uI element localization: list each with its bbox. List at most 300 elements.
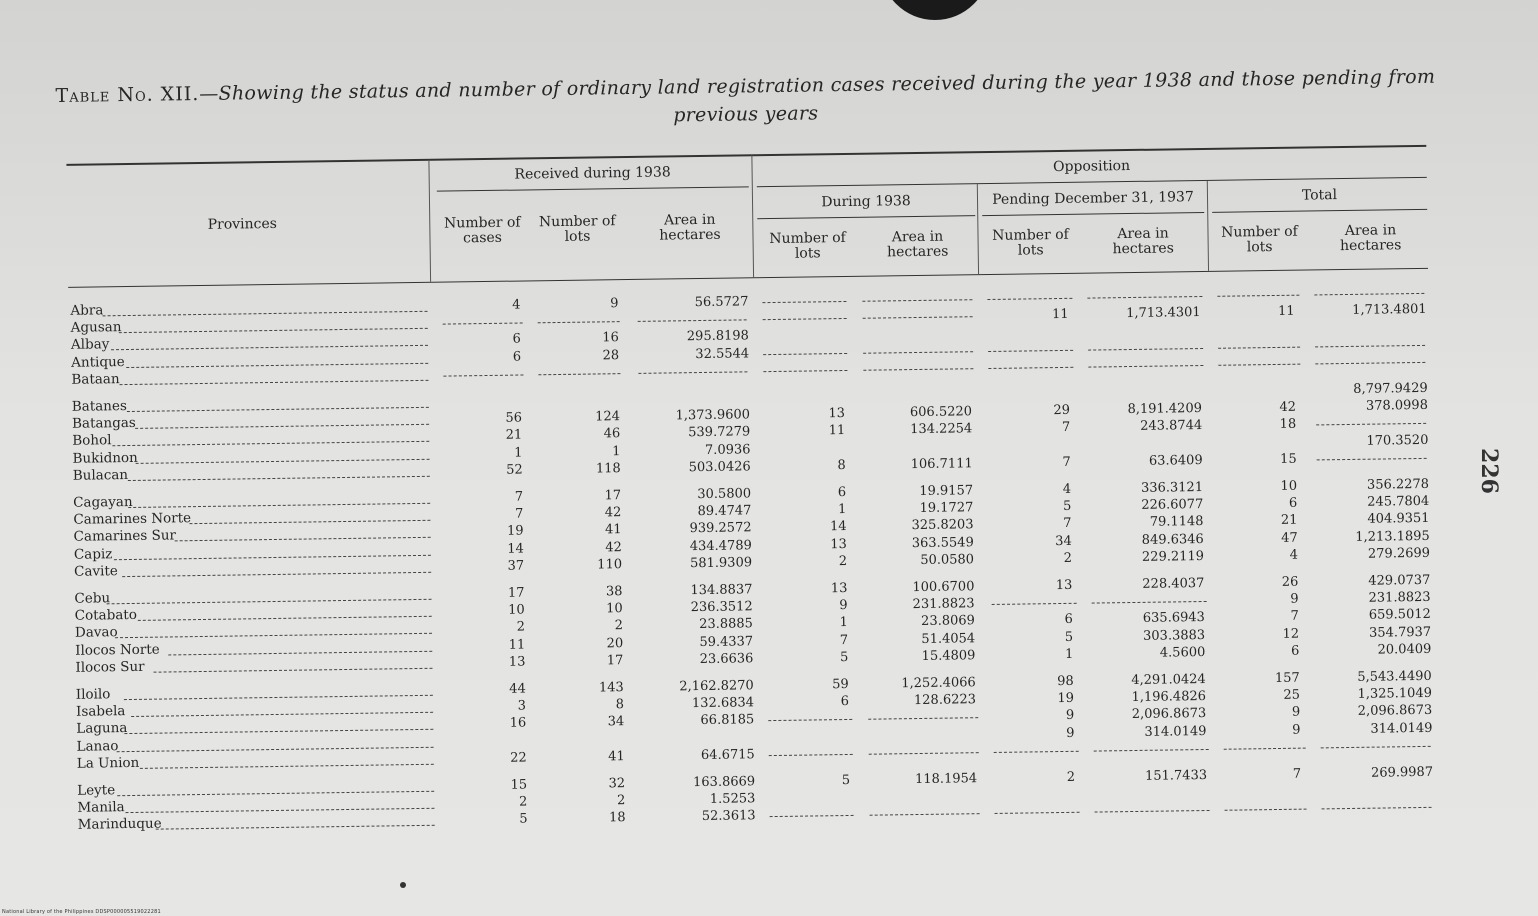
empty-cell-dash	[1095, 810, 1210, 813]
cell-total-area: 5,543.4490	[1357, 668, 1432, 685]
empty-cell-dash	[995, 812, 1080, 814]
cell-during-area: 128.6223	[913, 692, 977, 709]
cell-num-cases: 13	[508, 654, 526, 670]
cell-area: 134.8837	[690, 582, 753, 599]
empty-cell-dash	[763, 318, 847, 320]
province-name: Batangas	[71, 415, 136, 432]
cell-total-lots: 12	[1282, 626, 1300, 642]
cell-pending-lots: 29	[1053, 403, 1071, 419]
empty-cell-dash	[763, 370, 847, 372]
cell-num-cases: 44	[509, 681, 526, 697]
cell-total-lots: 6	[1290, 643, 1300, 659]
cell-total-area: 378.0998	[1365, 398, 1429, 414]
header-provinces: Provinces	[207, 215, 278, 233]
cell-area: 7.0936	[704, 441, 751, 458]
empty-cell-dash	[770, 815, 854, 817]
cell-during-lots: 59	[832, 676, 849, 693]
cell-during-area: 118.1954	[914, 771, 978, 788]
cell-pending-area: 63.6409	[1148, 452, 1203, 469]
province-name: Davao	[74, 624, 118, 642]
cell-total-lots: 10	[1280, 478, 1298, 494]
cell-during-lots: 14	[829, 519, 847, 535]
cell-during-lots: 13	[830, 536, 847, 552]
cell-pending-lots: 6	[1064, 612, 1073, 628]
cell-area: 434.4789	[689, 537, 752, 554]
leader-dots	[119, 380, 428, 385]
cell-num-lots: 17	[604, 488, 622, 504]
empty-cell-dash	[443, 374, 523, 376]
empty-cell-dash	[1321, 746, 1431, 749]
cell-num-lots: 9	[610, 296, 619, 312]
province-name: Bataan	[71, 370, 120, 388]
province-name: Isabela	[75, 703, 126, 720]
cell-during-lots: 5	[841, 772, 851, 789]
province-name: Cagayan	[73, 493, 133, 511]
header-bottom-rule	[68, 268, 1428, 288]
header-pending-lots: Number of lots	[992, 226, 1069, 259]
empty-cell-dash	[987, 298, 1072, 300]
cell-num-cases: 19	[506, 523, 524, 540]
empty-cell-dash	[1094, 749, 1209, 752]
cell-num-lots: 2	[616, 793, 626, 809]
province-name: Marinduque	[77, 815, 162, 834]
vline-4	[1207, 181, 1209, 271]
empty-cell-dash	[1218, 363, 1300, 365]
cell-area: 1.5253	[709, 791, 756, 808]
empty-cell-dash	[869, 752, 979, 755]
cell-pending-area: 635.6943	[1142, 610, 1205, 627]
header-received: Received during 1938	[514, 164, 671, 183]
empty-cell-dash	[992, 603, 1077, 605]
cell-area: 2,162.8270	[679, 678, 754, 695]
cell-num-cases: 17	[507, 585, 525, 601]
header-num-cases: Number of cases	[443, 214, 521, 247]
leader-dots	[117, 746, 434, 751]
cell-pending-lots: 11	[1051, 307, 1069, 323]
cell-area: 30.5800	[697, 486, 752, 503]
leader-dots	[125, 808, 434, 813]
province-name: Camarines Sur	[73, 527, 177, 546]
cell-during-area: 23.8069	[921, 613, 976, 630]
cell-area: 32.5544	[695, 345, 750, 362]
cell-area: 163.8669	[692, 774, 756, 791]
cell-num-lots: 16	[602, 330, 620, 346]
leader-dots	[115, 633, 432, 638]
province-name: Bulacan	[72, 466, 129, 484]
cell-area: 52.3613	[701, 808, 756, 825]
empty-cell-dash	[862, 299, 972, 302]
cell-num-cases: 4	[512, 297, 521, 313]
empty-cell-dash	[863, 351, 973, 354]
cell-pending-area: 226.6077	[1141, 497, 1204, 514]
cell-area: 23.6636	[699, 651, 754, 667]
cell-num-cases: 37	[507, 558, 525, 574]
cell-num-lots: 1	[612, 443, 621, 459]
cell-during-lots: 13	[830, 580, 848, 597]
cell-num-cases: 16	[509, 715, 527, 732]
empty-cell-dash	[538, 321, 620, 323]
cell-total-area: 231.8823	[1368, 590, 1431, 606]
cell-total-lots: 11	[1277, 303, 1295, 320]
province-name: Leyte	[77, 782, 116, 799]
cell-pending-area: 2,096.8673	[1131, 706, 1207, 723]
cell-pending-lots: 7	[1062, 454, 1071, 470]
cell-num-cases: 1	[514, 445, 523, 461]
table-caption: —Showing the status and number of ordinary land registration cases received during the year 1938 and those pending from previous years	[199, 65, 1436, 127]
library-stamp: National Library of the Philippines DDSP000005519022281	[2, 909, 161, 915]
header-num-lots: Number of lots	[538, 213, 616, 245]
cell-pending-lots: 5	[1064, 629, 1074, 645]
cell-pending-area: 1,196.4826	[1131, 689, 1207, 706]
cell-during-lots: 9	[839, 598, 848, 614]
empty-cell-dash	[638, 371, 747, 374]
cell-num-lots: 10	[606, 601, 623, 617]
cell-total-area: 269.9987	[1370, 764, 1434, 781]
province-name: Laguna	[76, 720, 128, 738]
province-name: La Union	[76, 754, 140, 772]
cell-num-lots: 41	[608, 748, 625, 765]
cell-during-lots: 1	[837, 502, 847, 518]
leader-dots	[128, 503, 430, 508]
cell-total-lots: 9	[1292, 722, 1301, 738]
cell-num-cases: 21	[505, 427, 523, 444]
empty-cell-dash	[768, 719, 852, 721]
empty-cell-dash	[1087, 296, 1202, 299]
cell-during-area: 106.7111	[910, 456, 973, 472]
cell-pending-area: 4.5600	[1159, 644, 1206, 661]
leader-dots	[107, 599, 432, 605]
opposition-sub-rule	[757, 177, 1427, 187]
vline-3	[977, 184, 979, 274]
cell-total-area: 20.0409	[1377, 641, 1432, 658]
cell-total-area: 1,325.1049	[1357, 686, 1433, 703]
cell-during-lots: 7	[839, 632, 849, 648]
header-during-1938: During 1938	[821, 193, 911, 211]
cell-num-lots: 17	[606, 652, 624, 669]
cell-num-cases: 5	[519, 811, 528, 827]
cell-num-lots: 20	[606, 635, 624, 651]
cell-area: 1,373.9600	[675, 407, 751, 424]
cell-total-area: 1,713.4801	[1352, 302, 1427, 319]
cell-during-lots: 13	[828, 406, 846, 422]
cell-pending-lots: 2	[1066, 769, 1076, 785]
empty-cell-dash	[1317, 458, 1427, 461]
cell-num-lots: 2	[614, 618, 624, 634]
empty-cell-dash	[1225, 809, 1307, 811]
cell-num-lots: 28	[602, 347, 620, 363]
cell-total-lots: 15	[1280, 451, 1297, 467]
leader-dots	[118, 328, 427, 333]
empty-cell-dash	[769, 754, 853, 756]
cell-pending-lots: 2	[1063, 550, 1073, 566]
cell-pending-lots: 1	[1064, 646, 1074, 662]
leader-dots	[112, 441, 429, 446]
cell-total-area: 170.3520	[1366, 432, 1429, 449]
cell-total-lots: 26	[1281, 574, 1299, 590]
cell-total-lots: 25	[1283, 687, 1301, 704]
empty-cell-dash	[1315, 344, 1425, 347]
province-name: Cebu	[74, 590, 111, 607]
leader-dots	[135, 458, 429, 463]
cell-num-cases: 11	[508, 637, 526, 653]
province-name: Ilocos Norte	[75, 641, 160, 659]
table-number: Table No. XII.	[55, 82, 200, 107]
cell-num-lots: 32	[608, 776, 626, 792]
cell-during-lots: 11	[828, 423, 846, 439]
cell-area: 64.6715	[700, 747, 755, 763]
leader-dots	[135, 424, 429, 429]
cell-during-area: 606.5220	[909, 404, 973, 421]
cell-pending-area: 314.0149	[1144, 723, 1207, 740]
cell-pending-area: 303.3883	[1142, 627, 1206, 644]
cell-during-area: 100.6700	[912, 579, 975, 596]
cell-num-lots: 41	[604, 522, 622, 538]
cell-pending-area: 849.6346	[1141, 531, 1204, 548]
cell-num-cases: 6	[512, 349, 522, 365]
empty-cell-dash	[870, 814, 980, 817]
cell-during-area: 363.5549	[911, 534, 974, 551]
vline-1	[428, 160, 431, 282]
leader-dots	[114, 554, 431, 559]
vline-2	[751, 155, 754, 277]
header-total-lots: Number of lots	[1221, 223, 1298, 256]
cell-pending-lots: 4	[1062, 481, 1072, 497]
cell-area: 23.8885	[699, 616, 754, 633]
cell-num-lots: 42	[605, 539, 622, 555]
page-number: 226	[1475, 448, 1502, 494]
cell-num-lots: 38	[605, 584, 623, 600]
cell-total-area: 245.7804	[1367, 494, 1430, 510]
cell-num-cases: 2	[518, 794, 528, 810]
cell-num-lots: 118	[595, 460, 621, 477]
cell-num-cases: 7	[514, 489, 524, 505]
cell-num-lots: 124	[595, 409, 621, 425]
province-name: Albay	[70, 336, 110, 354]
cell-num-cases: 7	[514, 506, 524, 522]
empty-cell-dash	[762, 301, 846, 303]
during-sub-rule	[757, 215, 975, 219]
empty-cell-dash	[763, 353, 847, 355]
cell-pending-area: 79.1148	[1149, 514, 1204, 531]
table-title	[55, 63, 1436, 138]
province-name: Bohol	[72, 432, 112, 450]
cell-pending-lots: 13	[1055, 577, 1073, 594]
cell-total-lots: 47	[1281, 530, 1298, 546]
cell-num-lots: 18	[608, 810, 626, 826]
total-sub-rule	[1212, 209, 1427, 213]
header-opposition: Opposition	[1052, 158, 1131, 176]
cell-area: 132.6834	[691, 695, 755, 712]
empty-cell-dash	[1218, 346, 1300, 348]
cell-pending-area: 243.8744	[1140, 418, 1203, 435]
cell-during-area: 15.4809	[921, 648, 976, 664]
province-name: Antique	[71, 353, 125, 371]
empty-cell-dash	[1315, 362, 1425, 365]
leader-dots	[168, 650, 432, 655]
cell-pending-lots: 5	[1062, 499, 1072, 515]
empty-cell-dash	[863, 368, 973, 371]
province-name: Lanao	[76, 737, 119, 755]
header-during-lots: Number of lots	[769, 229, 846, 262]
cell-during-lots: 8	[837, 457, 846, 473]
empty-cell-dash	[1314, 293, 1424, 296]
cell-pending-lots: 7	[1061, 420, 1071, 436]
province-name: Camarines Norte	[73, 510, 192, 528]
province-name: Iloilo	[75, 686, 111, 703]
empty-cell-dash	[1088, 365, 1203, 368]
empty-cell-dash	[1316, 423, 1426, 426]
header-total-area: Area in hectares	[1339, 222, 1402, 255]
cell-num-cases: 2	[516, 619, 526, 635]
cell-during-area: 1,252.4066	[901, 675, 976, 692]
header-during-area: Area in hectares	[886, 228, 949, 261]
cell-during-area: 51.4054	[921, 630, 976, 647]
leader-dots	[111, 345, 428, 350]
leader-dots	[127, 407, 429, 412]
leader-dots	[154, 668, 433, 673]
header-pending-area: Area in hectares	[1112, 225, 1174, 258]
cell-total-area: 314.0149	[1370, 720, 1433, 737]
empty-cell-dash	[1088, 348, 1203, 351]
leader-dots	[140, 764, 434, 769]
empty-cell-dash	[1224, 747, 1306, 749]
cell-num-cases: 56	[505, 410, 523, 426]
cell-pending-lots: 19	[1057, 691, 1075, 707]
cell-total-area: 1,213.1895	[1355, 528, 1430, 545]
ink-dot	[400, 882, 406, 888]
cell-num-cases: 15	[510, 777, 528, 793]
cell-area: 56.5727	[694, 294, 749, 311]
cell-total-lots: 7	[1292, 766, 1302, 782]
cell-total-lots: 7	[1290, 609, 1299, 625]
leader-dots	[131, 712, 433, 717]
province-name: Cavite	[74, 562, 118, 580]
empty-cell-dash	[988, 367, 1073, 369]
cell-total-lots: 6	[1288, 495, 1298, 512]
cell-total-area: 404.9351	[1367, 511, 1430, 528]
cell-during-lots: 6	[837, 484, 847, 501]
cell-total-area: 429.0737	[1368, 572, 1431, 589]
cell-pending-area: 151.7433	[1144, 767, 1208, 784]
cell-area: 581.9309	[689, 555, 753, 571]
cell-total-lots: 18	[1279, 417, 1297, 433]
province-name: Manila	[77, 799, 125, 816]
header-area: Area in hectares	[659, 211, 721, 244]
cell-total-area: 2,096.8673	[1357, 703, 1433, 720]
province-name: Abra	[70, 302, 104, 319]
cell-num-lots: 143	[598, 680, 624, 696]
province-name: Ilocos Sur	[75, 658, 145, 676]
cell-during-area: 325.8203	[911, 517, 974, 534]
province-name: Bukidnon	[72, 449, 138, 467]
leader-dots	[123, 695, 432, 700]
cell-area: 59.4337	[699, 633, 754, 650]
cell-num-cases: 14	[507, 541, 524, 557]
cell-area: 89.4747	[697, 503, 752, 520]
province-name: Capiz	[73, 545, 113, 563]
cell-total-lots: 21	[1280, 513, 1298, 529]
cell-during-lots: 1	[839, 615, 849, 631]
cell-pending-area: 8,191.4209	[1127, 401, 1203, 418]
province-name: Cotabato	[74, 607, 138, 624]
cell-during-lots: 5	[840, 649, 849, 665]
leader-dots	[103, 311, 428, 317]
cell-num-lots: 110	[597, 556, 623, 573]
cell-during-lots: 2	[838, 553, 848, 569]
empty-cell-dash	[538, 373, 620, 375]
header-pending-1937: Pending December 31, 1937	[992, 189, 1194, 208]
cell-area: 295.8198	[686, 328, 750, 345]
cell-pending-lots: 9	[1066, 725, 1075, 741]
cell-pending-lots: 9	[1065, 708, 1075, 724]
cell-total-lots: 4	[1289, 547, 1299, 563]
cell-pending-lots: 98	[1057, 673, 1074, 690]
leader-dots	[128, 476, 430, 481]
cell-num-lots: 8	[615, 697, 625, 713]
cell-pending-area: 336.3121	[1140, 480, 1204, 496]
empty-cell-dash	[988, 349, 1073, 351]
leader-dots	[117, 791, 434, 796]
pending-sub-rule	[982, 212, 1204, 216]
cell-total-area: 279.2699	[1367, 545, 1431, 562]
cell-num-lots: 46	[603, 426, 621, 442]
province-name: Batanes	[71, 398, 127, 415]
cell-pending-lots: 34	[1055, 533, 1072, 549]
leader-dots	[138, 616, 432, 621]
cell-total-area: 356.2278	[1366, 476, 1430, 493]
cell-area: 539.7279	[688, 424, 751, 441]
cell-pending-area: 4,291.0424	[1131, 671, 1206, 689]
cell-num-lots: 42	[604, 505, 622, 521]
cell-pending-area: 228.4037	[1142, 576, 1205, 592]
cell-total-lots: 9	[1291, 705, 1301, 721]
empty-cell-dash	[1322, 807, 1432, 810]
leader-dots	[124, 729, 433, 734]
cell-num-cases: 3	[517, 698, 527, 714]
cell-num-cases: 52	[506, 462, 523, 478]
cell-pending-lots: 7	[1063, 516, 1072, 532]
empty-cell-dash	[994, 751, 1079, 753]
leader-dots	[156, 825, 435, 830]
leader-dots	[126, 362, 428, 367]
empty-cell-dash	[638, 320, 747, 323]
cell-during-lots: 6	[840, 694, 850, 710]
leader-dots	[174, 537, 430, 542]
cell-area: 939.2572	[689, 520, 752, 537]
cell-total-lots: 42	[1279, 399, 1297, 416]
province-name: Agusan	[70, 319, 122, 336]
cell-total-lots: 157	[1274, 670, 1300, 687]
leader-dots	[122, 572, 431, 577]
document-page	[55, 43, 1446, 842]
cell-num-cases: 6	[512, 331, 522, 348]
cell-during-area: 19.9157	[919, 483, 974, 499]
cell-during-area: 19.1727	[919, 500, 974, 517]
header-total: Total	[1301, 187, 1338, 204]
cell-total-area: 659.5012	[1368, 607, 1431, 624]
empty-cell-dash	[443, 323, 523, 325]
cell-area: 236.3512	[690, 599, 753, 616]
cell-num-cases: 22	[510, 750, 527, 766]
cell-area: 503.0426	[688, 459, 751, 475]
cell-num-lots: 34	[607, 714, 625, 730]
cell-total-area: 354.7937	[1368, 624, 1432, 641]
empty-cell-dash	[1217, 295, 1299, 297]
cell-total-lots: 9	[1290, 591, 1299, 607]
cell-during-area: 134.2254	[910, 421, 973, 438]
cell-during-area: 231.8823	[912, 596, 975, 613]
cell-during-area: 50.0580	[920, 552, 975, 568]
